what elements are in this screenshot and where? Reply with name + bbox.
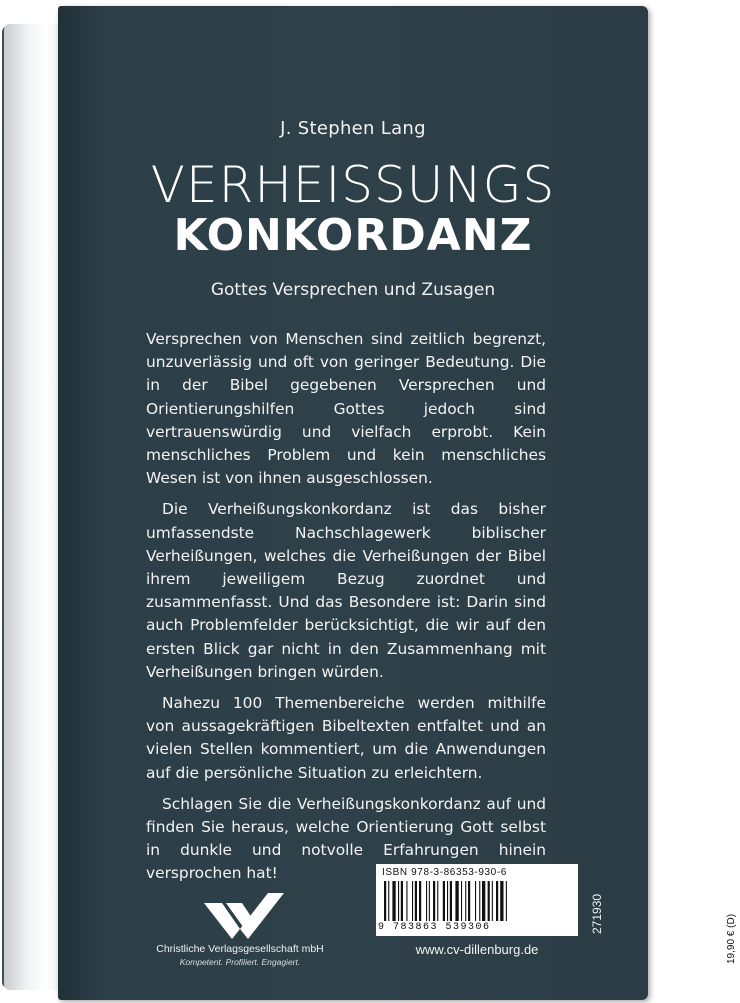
publisher-website: www.cv-dillenburg.de <box>415 942 539 957</box>
title-line-1: VERHEISSUNGS <box>150 156 556 214</box>
price-label: 19,90 € (D) <box>726 913 737 964</box>
product-code: 271930 <box>590 893 604 934</box>
subtitle: Gottes Versprechen und Zusagen <box>210 280 496 300</box>
publisher-slogan: Kompetent. Profiliert. Engagiert. <box>179 957 301 967</box>
blurb-paragraph-2: Die Verheißungskonkordanz ist das bisher umfassendste Nachschlagewerk biblischer Verheißungen, welches die Verheißungen der Bibel ihrem jeweiligem Bezug zuordnet und zusammenfasst. Und das Besondere ist: Darin sind auch Problemfelder berücksichtigt, die wir auf den ersten Blick gar nicht in den Zusammenhang mit Verheißungen bringen würden. <box>146 500 546 681</box>
blurb-paragraph-1: Versprechen von Menschen sind zeitlich begrenzt, unzuverlässig und oft von geringer Bedeutung. Die in der Bibel gegebenen Versprechen und Orientierungshilfen Gottes jedoch sind vertrauenswürdig und vielfach erprobt. Kein menschliches Problem und kein menschliches Wesen ist von ihnen ausgeschlossen. <box>146 330 546 488</box>
isbn-label: ISBN 978-3-86353-930-6 <box>382 867 507 878</box>
blurb-paragraph-3: Nahezu 100 Themenbereiche werden mithilfe von aussagekräftigen Bibeltexten entfaltet und an vielen Stellen kommentiert, um die Anwendungen auf die persönliche Situation zu erleichtern. <box>146 694 546 782</box>
blurb-paragraph-4: Schlagen Sie die Verheißungskonkordanz auf und finden Sie heraus, welche Orientierung Gott selbst in dunkle und notvolle Erfahrungen hinein versprochen hat! <box>146 794 546 883</box>
publisher-logo-icon <box>196 889 286 941</box>
author-name: J. Stephen Lang <box>280 118 426 139</box>
watermark-text: leseplatz.de <box>682 780 715 941</box>
publisher-name: Christliche Verlagsgesellschaft mbH <box>156 943 324 955</box>
book-back-cover <box>58 6 737 1000</box>
barcode-icon <box>382 881 552 921</box>
blurb-text <box>146 328 546 894</box>
title-line-2: KONKORDANZ <box>173 210 533 261</box>
barcode-number: 9 783863 539306 <box>378 922 491 933</box>
